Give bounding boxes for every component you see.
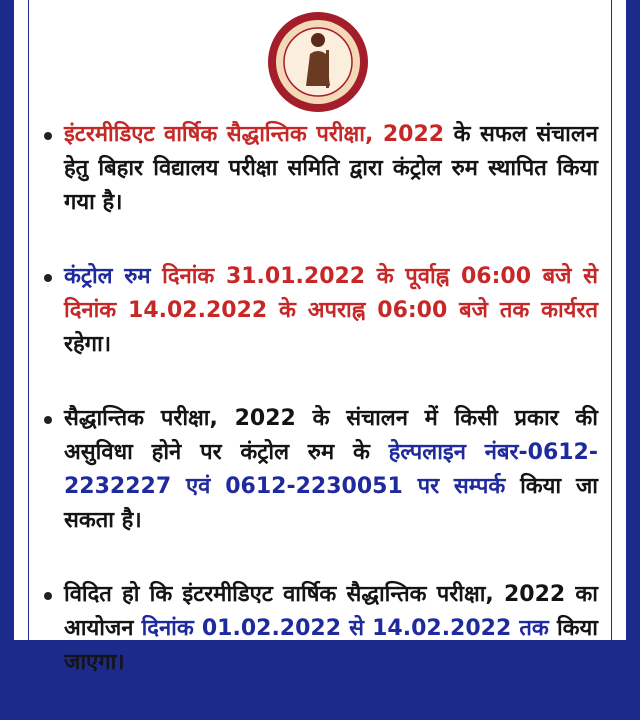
notice-item-3: [44, 402, 598, 538]
bihar-board-seal-icon: [266, 10, 370, 114]
bullet-icon: [44, 132, 52, 140]
bullet-icon: [44, 274, 52, 282]
notice-highlight: दिनांक 31.01.2022 के पूर्वाह्न 06:00 बजे से दिनांक 14.02.2022 के अपराह्न 06:00 बजे तक कार्यरत: [64, 264, 598, 323]
notice-list: [44, 118, 598, 720]
notice-subject: कंट्रोल रुम: [64, 264, 151, 289]
notice-item-4: [44, 578, 598, 680]
notice-body: सैद्धान्तिक परीक्षा, 2022 के संचालन में किसी प्रकार की असुविधा होने पर कंट्रोल रुम के: [64, 406, 598, 465]
notice-item-1: [44, 118, 598, 220]
helpline-numbers: हेल्पलाइन नंबर-0612-2232227 एवं 0612-2230051 पर सम्पर्क: [64, 440, 598, 499]
bullet-icon: [44, 416, 52, 424]
notice-body: रहेगा।: [64, 332, 112, 357]
notice-body: के सफल संचालन हेतु बिहार विद्यालय परीक्षा समिति द्वारा कंट्रोल रुम स्थापित किया गया है।: [64, 122, 598, 215]
notice-text: [64, 260, 598, 362]
notice-body: विदित हो कि इंटरमीडिएट वार्षिक सैद्धान्तिक परीक्षा, 2022 का आयोजन: [64, 582, 598, 641]
bullet-icon: [44, 592, 52, 600]
notice-body-end: किया जा सकता है।: [64, 474, 598, 533]
notice-text: [64, 118, 598, 220]
notice-highlight: इंटरमीडिएट वार्षिक सैद्धान्तिक परीक्षा, 2022: [64, 122, 445, 147]
notice-item-2: [44, 260, 598, 362]
exam-dates: दिनांक 01.02.2022 से 14.02.2022 तक: [141, 616, 549, 641]
notice-text: [64, 578, 598, 680]
notice-body-end: किया जाएगा।: [64, 616, 598, 675]
notice-text: [64, 402, 598, 538]
